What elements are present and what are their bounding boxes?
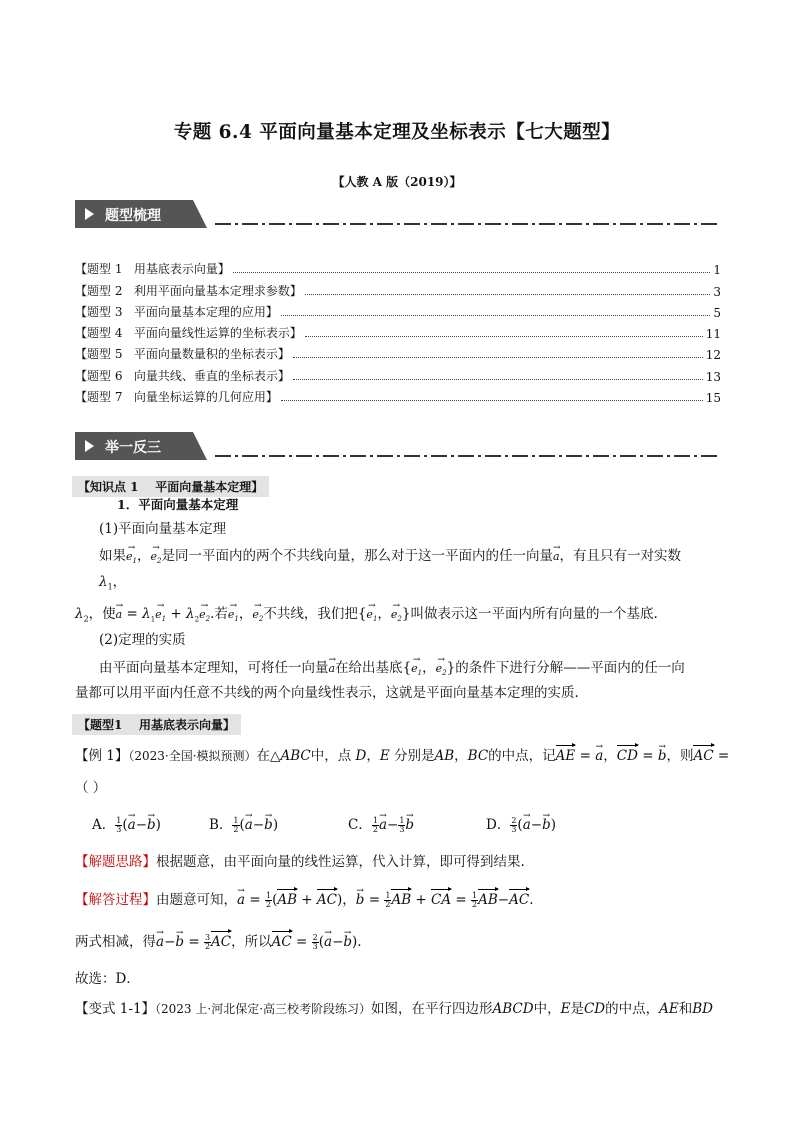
toc-row[interactable]: 【题型 3 平面向量基本定理的应用】 5 [75,304,721,320]
knowledge-point-tag: 【知识点 1 平面向量基本定理】 [72,476,269,497]
option-b[interactable]: B． $\frac{1}{2}$ (→ a−→ b) [209,816,278,834]
banner-shape [75,200,720,228]
knowledge-para3: 由平面向量基本定理知，可将任一向量→ a在给出基底{→ $e_1$，→ $e_2$}的条件下进行分解——平面内的任一向 [99,659,685,682]
example-1: 【例 1】（2023·全国·模拟预测）在△ABC中，点 D，E 分别是AB，BC的中点，记AE = → a，CD = → b，则AC = [75,747,729,765]
knowledge-para2: $\lambda_2$，使→ $a = \lambda_1\to e_1 + \lambda_2\to e_2$.若→ $e_1$，→ $e_2$不共线，我们把{→ $e_1$，→ $e_2$}叫做表示这一平面内所有向量的一个基底. [75,605,658,629]
toc-row[interactable]: 【题型 2 利用平面向量基本定理求参数】 3 [75,283,721,299]
option-c[interactable]: C． $\frac{1}{2}$ → a− $\frac{1}{3}$ → b [348,816,414,834]
solution-subtract: 两式相减，得→ a−→ b = $\frac{3}{2}$ AC，所以AC = $\frac{2}{3}$ (→ a−→ b). [75,933,362,951]
table-of-contents [75,256,721,405]
option-d[interactable]: D． $\frac{2}{3}$ (→ a−→ b) [486,816,556,834]
type1-tag: 【题型1 用基底表示向量】 [72,714,241,735]
page-title: 专题 6.4 平面向量基本定理及坐标表示【七大题型】 [173,122,621,143]
banner-label: 题型梳理 [105,208,161,224]
toc-row[interactable]: 【题型 7 向量坐标运算的几何应用】 15 [75,390,721,406]
solution-process: 【解答过程】由题意可知，→ a = $\frac{1}{2}$ (AB + AC)，→ b = $\frac{1}{2}$ AB + CA = $\frac{1}{2}$ AB−AC. [75,891,534,909]
banner-label: 举一反三 [105,440,161,456]
banner-shape [75,432,720,460]
knowledge-heading: 1．平面向量基本定理 [117,497,239,512]
section-banner-main [75,432,720,460]
hint: 【解题思路】根据题意，由平面向量的线性运算，代入计算，即可得到结果. [75,854,525,870]
knowledge-para4: 量都可以用平面内任意不共线的两个向量线性表示，这就是平面向量基本定理的实质. [75,685,579,701]
toc-row[interactable]: 【题型 6 向量共线、垂直的坐标表示】 13 [75,368,721,384]
toc-row[interactable]: 【题型 5 平面向量数量积的坐标表示】 12 [75,347,721,363]
answer-paren: （ ） [75,780,107,796]
section-banner-toc [75,200,720,228]
toc-row[interactable]: 【题型 4 平面向量线性运算的坐标表示】 11 [75,326,721,342]
answer: 故选：D． [75,971,140,987]
variant-1-1: 【变式 1-1】（2023 上·河北保定·高三校考阶段练习）如图，在平行四边形ABCD中，E是CD的中点，AE和BD [75,1001,713,1017]
knowledge-sub2: (2)定理的实质 [99,632,186,648]
page-subtitle: 【人教 A 版（2019）】 [332,175,462,189]
knowledge-para1: 如果→ $e_1$，→ $e_2$是同一平面内的两个不共线向量，那么对于这一平面内的任一向量→ a，有且只有一对实数 [99,547,681,570]
knowledge-sub1: (1)平面向量基本定理 [99,521,227,537]
lambda1: $\lambda_1$， [99,574,127,592]
toc-row[interactable]: 【题型 1 用基底表示向量】 1 [75,262,721,278]
option-a[interactable]: A． $\frac{1}{3}$ (→ a−→ b) [92,816,161,834]
